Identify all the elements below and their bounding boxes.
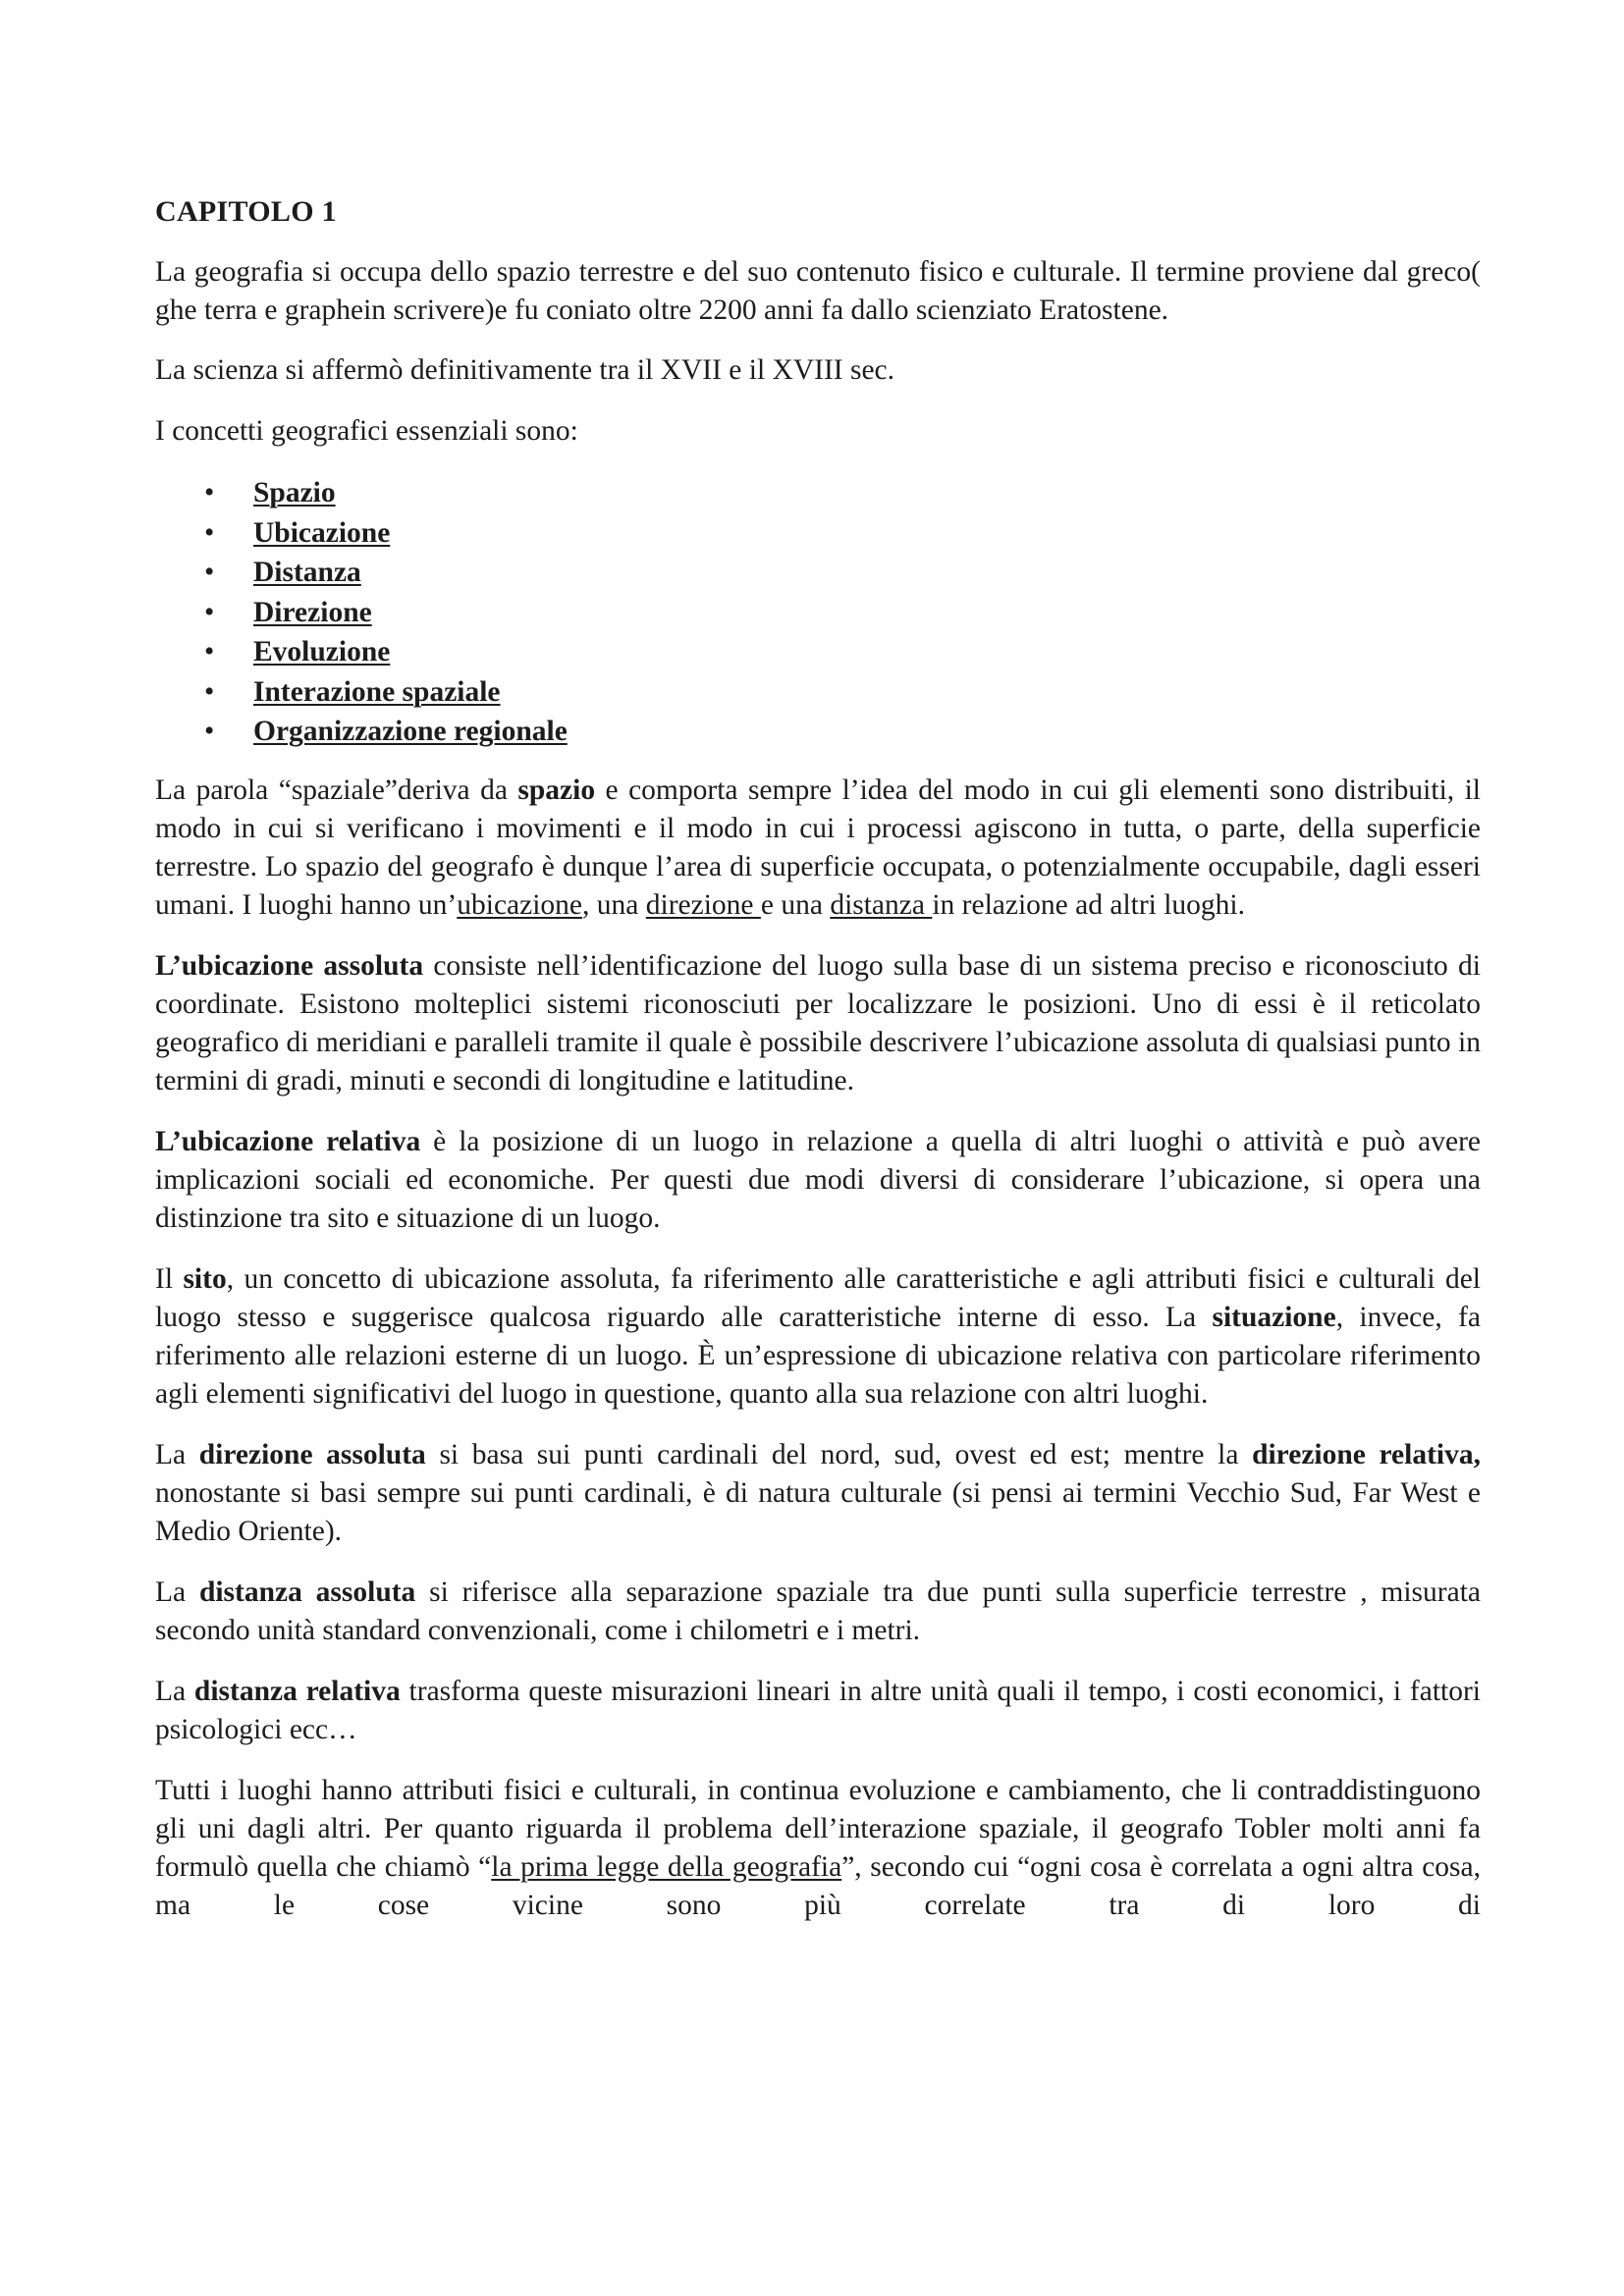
underlined-term: distanza xyxy=(830,888,933,921)
bold-term: ubicazione relativa xyxy=(181,1125,421,1157)
concepts-list xyxy=(155,473,1481,752)
list-item xyxy=(155,593,1481,633)
bullet-icon: • xyxy=(204,596,215,628)
concept-label: Organizzazione regionale xyxy=(253,716,568,747)
list-item xyxy=(155,473,1481,513)
list-item xyxy=(155,632,1481,672)
chapter-heading: CAPITOLO 1 xyxy=(155,195,337,228)
bold-term: spazio xyxy=(517,774,596,806)
sito-paragraph: Il sito, un concetto di ubicazione assoluta, fa riferimento alle caratteristiche e agli attributi fisici e culturali del luogo stesso e suggerisce qualcosa riguardo alle caratteristiche interne di esso. La situazione, invece, fa riferimento alle relazioni esterne di un luogo. È un’espressione di ubicazione relativa con particolare riferimento agli elementi significativi del luogo in questione, quanto alla sua relazione con altri luoghi. xyxy=(155,1262,1481,1410)
intro-paragraph: La geografia si occupa dello spazio terrestre e del suo contenuto fisico e culturale. Il termine proviene dal greco( ghe terra e graphein scrivere)e fu coniato oltre 2200 anni fa dallo scienziato Eratostene. xyxy=(155,256,1481,326)
ubicazione-relativa-paragraph: L’ubicazione relativa è la posizione di un luogo in relazione a quella di altri luoghi o attività e può avere implicazioni sociali ed economiche. Per questi due modi diversi di considerare l’ubicazione, si opera una distinzione tra sito e situazione di un luogo. xyxy=(155,1125,1481,1234)
bold-term: direzione relativa, xyxy=(1252,1438,1481,1470)
document-page xyxy=(155,192,1481,1925)
underlined-term: ubicazione xyxy=(457,888,583,921)
spazio-paragraph: La parola “spaziale”deriva da spazio e comporta sempre l’idea del modo in cui gli elementi sono distribuiti, il modo in cui si verificano i movimenti e il modo in cui i processi agiscono in tutta, o parte, della superficie terrestre. Lo spazio del geografo è dunque l’area di superficie occupata, o potenzialmente occupabile, dagli esseri umani. I luoghi hanno un’ubicazione, una direzione e una distanza in relazione ad altri luoghi. xyxy=(155,774,1481,921)
distanza-relativa-paragraph: La distanza relativa trasforma queste misurazioni lineari in altre unità quali il tempo, i costi economici, i fattori psicologici ecc… xyxy=(155,1675,1481,1745)
concept-label: Spazio xyxy=(253,477,336,508)
bold-term: distanza relativa xyxy=(193,1675,401,1707)
concept-label: Direzione xyxy=(253,596,372,628)
ubicazione-assoluta-paragraph: L’ubicazione assoluta consiste nell’identificazione del luogo sulla base di un sistema preciso e riconosciuto di coordinate. Esistono molteplici sistemi riconosciuti per localizzare le posizioni. Uno di essi è il reticolato geografico di meridiani e paralleli tramite il quale è possibile descrivere l’ubicazione assoluta di qualsiasi punto in termini di gradi, minuti e secondi di longitudine e latitudine. xyxy=(155,949,1481,1096)
bold-term: direzione assoluta xyxy=(198,1438,426,1470)
bullet-icon: • xyxy=(204,675,215,708)
list-item xyxy=(155,513,1481,554)
direzione-paragraph: La direzione assoluta si basa sui punti cardinali del nord, sud, ovest ed est; mentre la direzione relativa, nonostante si basi sempre sui punti cardinali, è di natura culturale (si pensi ai termini Vecchio Sud, Far West e Medio Oriente). xyxy=(155,1438,1481,1547)
underlined-term: direzione xyxy=(645,888,761,921)
bullet-icon: • xyxy=(204,516,215,549)
concept-label: Interazione spaziale xyxy=(253,675,501,708)
bullet-icon: • xyxy=(204,477,215,508)
distanza-assoluta-paragraph: La distanza assoluta si riferisce alla separazione spaziale tra due punti sulla superficie terrestre , misurata secondo unità standard convenzionali, come i chilometri e i metri. xyxy=(155,1575,1481,1646)
list-item xyxy=(155,553,1481,593)
concept-label: Ubicazione xyxy=(253,516,391,549)
bullet-icon: • xyxy=(204,716,215,747)
bold-term: ubicazione assoluta xyxy=(181,949,424,982)
concept-label: Distanza xyxy=(253,557,361,588)
bullet-icon: • xyxy=(204,636,215,667)
bold-term: situazione xyxy=(1212,1301,1336,1333)
bullet-icon: • xyxy=(204,557,215,588)
science-paragraph: La scienza si affermò definitivamente tra il XVII e il XVIII sec. xyxy=(155,354,895,386)
tobler-paragraph: Tutti i luoghi hanno attributi fisici e culturali, in continua evoluzione e cambiamento, che li contraddistinguono gli uni dagli altri. Per quanto riguarda il problema dell’interazione spaziale, il geografo Tobler molti anni fa formulò quella che chiamò “la prima legge della geografia”, secondo cui “ogni cosa è correlata a ogni altra cosa, ma le cose vicine sono più correlate tra di loro di xyxy=(155,1774,1481,1921)
list-item xyxy=(155,712,1481,752)
list-item xyxy=(155,672,1481,713)
bold-term: distanza assoluta xyxy=(198,1575,416,1608)
bold-term: sito xyxy=(183,1262,227,1295)
concepts-intro: I concetti geografici essenziali sono: xyxy=(155,415,578,447)
concept-label: Evoluzione xyxy=(253,636,391,667)
underlined-term: la prima legge della geografia xyxy=(491,1850,842,1883)
